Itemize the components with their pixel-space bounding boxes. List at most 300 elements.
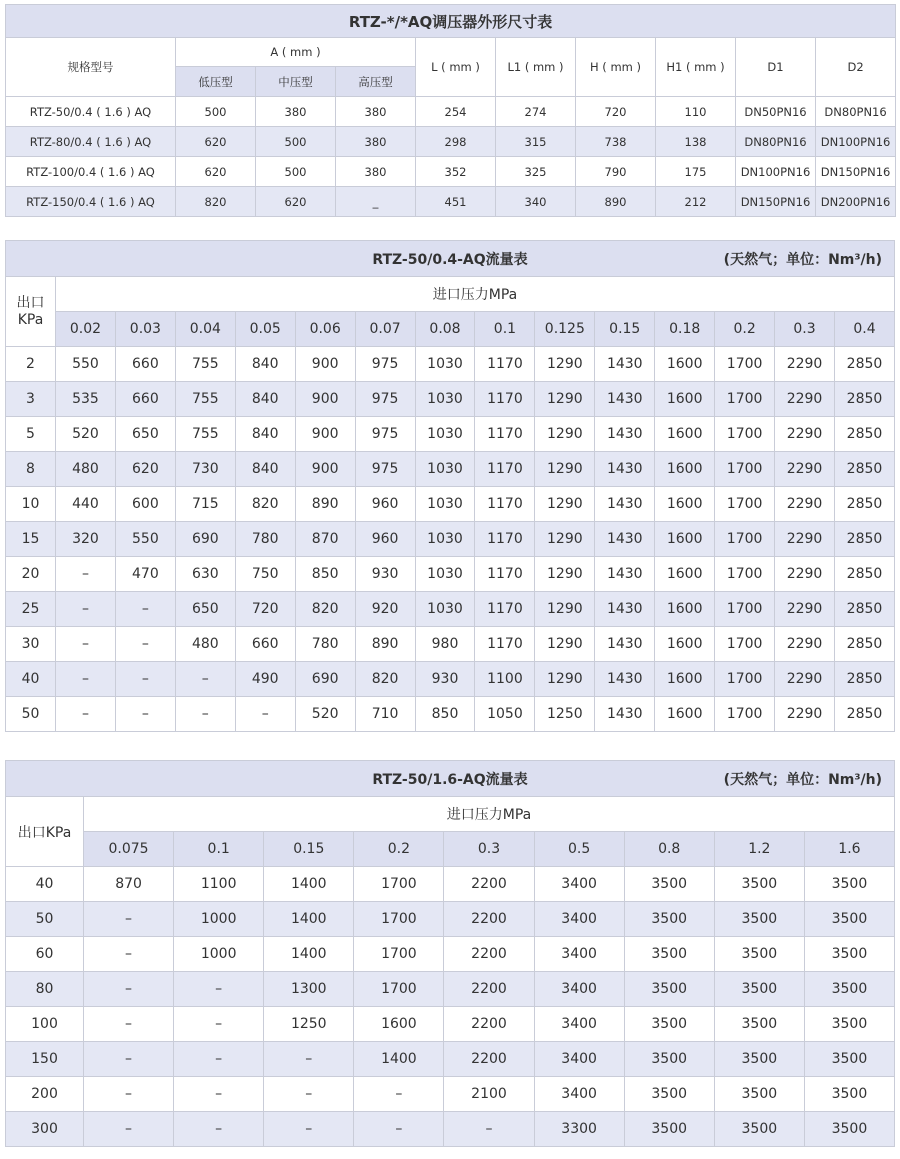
table-cell: 2200 [444, 867, 534, 902]
table-cell: 1030 [415, 557, 475, 592]
table-cell: 380 [336, 157, 416, 187]
table-cell: 1700 [715, 487, 775, 522]
table-cell: 930 [355, 557, 415, 592]
table-cell: 1600 [655, 347, 715, 382]
table-cell: – [235, 697, 295, 732]
table-cell: 2 [6, 347, 56, 382]
table-cell: 3500 [624, 1007, 714, 1042]
table-cell: 3400 [534, 972, 624, 1007]
table-cell: 1170 [475, 557, 535, 592]
table-cell: 3500 [804, 1042, 894, 1077]
table-cell: 1290 [535, 487, 595, 522]
table-cell: 50 [6, 697, 56, 732]
table-cell: 900 [295, 382, 355, 417]
table-cell: 755 [175, 382, 235, 417]
flow-table-1-6-unit: (天然气；单位：Nm³/h) [723, 771, 882, 788]
table-cell: 470 [115, 557, 175, 592]
table-cell: 1170 [475, 417, 535, 452]
table-cell: 520 [56, 417, 116, 452]
table-cell: 15 [6, 522, 56, 557]
table-cell: 138 [656, 127, 736, 157]
table-cell: 600 [115, 487, 175, 522]
table-cell: – [84, 902, 174, 937]
table-cell: 2850 [834, 627, 894, 662]
inlet-pressure-header: 0.05 [235, 312, 295, 347]
table-cell: 3500 [624, 972, 714, 1007]
table-cell: RTZ-50/0.4 ( 1.6 ) AQ [6, 97, 176, 127]
outlet-header [6, 277, 56, 347]
table-cell: 1100 [475, 662, 535, 697]
table-cell: 890 [355, 627, 415, 662]
table-cell: 1030 [415, 487, 475, 522]
table-cell: 2290 [775, 487, 835, 522]
table-cell: RTZ-100/0.4 ( 1.6 ) AQ [6, 157, 176, 187]
table-cell: 1290 [535, 627, 595, 662]
table-cell: DN150PN16 [736, 187, 816, 217]
table-cell: – [174, 1112, 264, 1147]
table-cell: 1250 [535, 697, 595, 732]
table-cell: 820 [295, 592, 355, 627]
inlet-pressure-header: 0.03 [115, 312, 175, 347]
table-cell: – [84, 1007, 174, 1042]
table-cell: 1700 [715, 627, 775, 662]
table-cell: 550 [115, 522, 175, 557]
table-cell: 975 [355, 417, 415, 452]
inlet-pressure-header: 0.15 [264, 832, 354, 867]
table-cell: 200 [6, 1077, 84, 1112]
table-cell: 900 [295, 452, 355, 487]
table-cell: 738 [576, 127, 656, 157]
table-cell: 1600 [655, 697, 715, 732]
flow-row [6, 417, 895, 452]
table-cell: 480 [56, 452, 116, 487]
flow-row [6, 697, 895, 732]
table-cell: 900 [295, 417, 355, 452]
table-cell: 1170 [475, 627, 535, 662]
table-cell: 840 [235, 347, 295, 382]
inlet-pressure-header: 0.04 [175, 312, 235, 347]
table-cell: – [115, 627, 175, 662]
table-cell: 2290 [775, 662, 835, 697]
flow-row [6, 937, 895, 972]
dimension-row [6, 97, 896, 127]
table-cell: 660 [115, 382, 175, 417]
table-cell: 975 [355, 382, 415, 417]
table-cell: 840 [235, 452, 295, 487]
dimension-table-title: RTZ-*/*AQ调压器外形尺寸表 [6, 5, 896, 38]
table-cell: 1290 [535, 382, 595, 417]
table-cell: 1700 [354, 937, 444, 972]
table-cell: 2290 [775, 382, 835, 417]
header-l: L ( mm ) [416, 38, 496, 97]
table-cell: 960 [355, 487, 415, 522]
table-cell: 1600 [655, 417, 715, 452]
table-cell: 80 [6, 972, 84, 1007]
inlet-pressure-header: 0.125 [535, 312, 595, 347]
inlet-pressure-header: 0.07 [355, 312, 415, 347]
table-cell: 1700 [354, 902, 444, 937]
table-cell: 500 [176, 97, 256, 127]
inlet-header: 进口压力MPa [84, 797, 895, 832]
table-cell: 1700 [715, 417, 775, 452]
table-cell: 3400 [534, 902, 624, 937]
table-cell: 2290 [775, 592, 835, 627]
table-cell: – [56, 662, 116, 697]
table-cell: – [174, 972, 264, 1007]
table-cell: 1600 [655, 522, 715, 557]
table-cell: 1700 [354, 972, 444, 1007]
table-cell: 1430 [595, 697, 655, 732]
table-cell: 1290 [535, 662, 595, 697]
table-cell: – [84, 1077, 174, 1112]
table-cell: 1430 [595, 662, 655, 697]
header-d2: D2 [816, 38, 896, 97]
table-cell: 1430 [595, 452, 655, 487]
table-cell: 710 [355, 697, 415, 732]
table-cell: – [444, 1112, 534, 1147]
table-cell: 750 [235, 557, 295, 592]
table-cell: 1700 [715, 452, 775, 487]
table-cell: 254 [416, 97, 496, 127]
table-cell: 870 [84, 867, 174, 902]
table-cell: 1030 [415, 347, 475, 382]
table-cell: 1250 [264, 1007, 354, 1042]
table-cell: 2290 [775, 522, 835, 557]
table-cell: 2200 [444, 1042, 534, 1077]
header-h: H ( mm ) [576, 38, 656, 97]
table-cell: 1700 [715, 522, 775, 557]
inlet-pressure-header: 0.2 [715, 312, 775, 347]
table-cell: 1290 [535, 522, 595, 557]
table-cell: 1700 [354, 867, 444, 902]
table-cell: 3500 [624, 1077, 714, 1112]
flow-row [6, 902, 895, 937]
table-cell: – [174, 1077, 264, 1112]
table-cell: 3400 [534, 1042, 624, 1077]
table-cell: 1400 [264, 937, 354, 972]
inlet-pressure-header: 0.1 [475, 312, 535, 347]
table-cell: 2290 [775, 557, 835, 592]
table-cell: 1600 [655, 592, 715, 627]
table-cell: 2290 [775, 417, 835, 452]
table-cell: 3500 [624, 902, 714, 937]
table-cell: 1430 [595, 417, 655, 452]
table-cell: 3300 [534, 1112, 624, 1147]
table-cell: 1170 [475, 487, 535, 522]
table-cell: 660 [115, 347, 175, 382]
table-cell: 1430 [595, 382, 655, 417]
table-cell: 325 [496, 157, 576, 187]
table-cell: DN150PN16 [816, 157, 896, 187]
table-cell: 630 [175, 557, 235, 592]
table-cell: 3 [6, 382, 56, 417]
table-cell: 1600 [655, 557, 715, 592]
table-cell: 3500 [804, 937, 894, 972]
table-cell: 3500 [804, 902, 894, 937]
table-cell: 2850 [834, 557, 894, 592]
table-cell: 451 [416, 187, 496, 217]
table-cell: 2200 [444, 902, 534, 937]
table-cell: 1600 [655, 452, 715, 487]
table-cell: 1170 [475, 592, 535, 627]
flow-row [6, 627, 895, 662]
table-cell: 755 [175, 347, 235, 382]
table-cell: 1430 [595, 347, 655, 382]
table-cell: 975 [355, 347, 415, 382]
table-cell: DN100PN16 [736, 157, 816, 187]
inlet-header: 进口压力MPa [56, 277, 895, 312]
inlet-pressure-header: 0.3 [775, 312, 835, 347]
table-cell: 890 [576, 187, 656, 217]
table-cell: – [264, 1077, 354, 1112]
table-cell: 1290 [535, 452, 595, 487]
table-cell: 40 [6, 867, 84, 902]
table-cell: 1700 [715, 382, 775, 417]
table-cell: 3500 [804, 1112, 894, 1147]
table-cell: 1600 [655, 382, 715, 417]
table-cell: 1050 [475, 697, 535, 732]
table-cell: 3500 [804, 1077, 894, 1112]
table-cell: DN50PN16 [736, 97, 816, 127]
table-cell: 2200 [444, 937, 534, 972]
table-cell: 1030 [415, 522, 475, 557]
flow-row [6, 867, 895, 902]
flow-row [6, 382, 895, 417]
flow-table-0-4-title: RTZ-50/0.4-AQ流量表 [372, 251, 528, 268]
table-cell: 175 [656, 157, 736, 187]
table-cell: 1290 [535, 347, 595, 382]
inlet-pressure-header: 0.1 [174, 832, 264, 867]
table-cell: 5 [6, 417, 56, 452]
table-cell: 960 [355, 522, 415, 557]
table-cell: 690 [175, 522, 235, 557]
table-cell: 3500 [714, 972, 804, 1007]
inlet-pressure-header: 0.06 [295, 312, 355, 347]
table-cell: 8 [6, 452, 56, 487]
table-cell: 10 [6, 487, 56, 522]
table-cell: 690 [295, 662, 355, 697]
table-cell: 212 [656, 187, 736, 217]
table-cell: 2100 [444, 1077, 534, 1112]
table-cell: DN80PN16 [736, 127, 816, 157]
table-cell: 1000 [174, 937, 264, 972]
table-cell: 930 [415, 662, 475, 697]
table-cell: – [115, 662, 175, 697]
table-cell: 890 [295, 487, 355, 522]
table-cell: 380 [336, 97, 416, 127]
header-a-mid: 中压型 [256, 67, 336, 97]
table-cell: DN200PN16 [816, 187, 896, 217]
flow-row [6, 347, 895, 382]
table-cell: – [175, 697, 235, 732]
table-cell: 980 [415, 627, 475, 662]
table-cell: – [115, 697, 175, 732]
table-cell: 300 [6, 1112, 84, 1147]
table-cell: 1300 [264, 972, 354, 1007]
inlet-pressure-header: 0.18 [655, 312, 715, 347]
inlet-pressure-header: 0.075 [84, 832, 174, 867]
table-cell: 2290 [775, 452, 835, 487]
table-cell: – [56, 592, 116, 627]
table-cell: 352 [416, 157, 496, 187]
table-cell: 1600 [655, 662, 715, 697]
table-cell: 3500 [804, 867, 894, 902]
table-cell: 900 [295, 347, 355, 382]
table-cell: 3500 [714, 1007, 804, 1042]
inlet-pressure-header: 1.2 [714, 832, 804, 867]
table-cell: 500 [256, 157, 336, 187]
table-cell: 3500 [714, 902, 804, 937]
table-cell: 340 [496, 187, 576, 217]
table-cell: 60 [6, 937, 84, 972]
flow-row [6, 1112, 895, 1147]
table-cell: 2290 [775, 347, 835, 382]
table-cell: – [264, 1112, 354, 1147]
table-cell: 1700 [715, 697, 775, 732]
table-cell: 1170 [475, 382, 535, 417]
header-d1: D1 [736, 38, 816, 97]
table-cell: 650 [115, 417, 175, 452]
table-cell: 2850 [834, 697, 894, 732]
table-cell: 3400 [534, 937, 624, 972]
table-cell: 2850 [834, 382, 894, 417]
table-cell: RTZ-150/0.4 ( 1.6 ) AQ [6, 187, 176, 217]
table-cell: 110 [656, 97, 736, 127]
table-cell: – [115, 592, 175, 627]
flow-row [6, 557, 895, 592]
table-cell: 650 [175, 592, 235, 627]
table-cell: – [56, 697, 116, 732]
table-cell: 820 [176, 187, 256, 217]
table-cell: 40 [6, 662, 56, 697]
flow-table-1-6 [5, 760, 895, 1147]
table-cell: 1430 [595, 487, 655, 522]
table-cell: 380 [256, 97, 336, 127]
inlet-pressure-header: 0.08 [415, 312, 475, 347]
table-cell: 1290 [535, 557, 595, 592]
table-cell: 1030 [415, 382, 475, 417]
table-cell: 1600 [655, 627, 715, 662]
table-cell: 20 [6, 557, 56, 592]
table-cell: 490 [235, 662, 295, 697]
table-cell: – [354, 1112, 444, 1147]
table-cell: 920 [355, 592, 415, 627]
table-cell: 320 [56, 522, 116, 557]
outlet-header: 出口KPa [6, 797, 84, 867]
table-cell: 1600 [655, 487, 715, 522]
table-cell: 1430 [595, 522, 655, 557]
table-cell: 2200 [444, 1007, 534, 1042]
flow-row [6, 522, 895, 557]
table-cell: 1700 [715, 662, 775, 697]
inlet-pressure-header: 0.15 [595, 312, 655, 347]
table-cell: 1030 [415, 417, 475, 452]
table-cell: 975 [355, 452, 415, 487]
table-cell: 730 [175, 452, 235, 487]
table-cell: 3500 [804, 972, 894, 1007]
table-cell: 3500 [624, 937, 714, 972]
table-cell: 2850 [834, 487, 894, 522]
table-cell: 2850 [834, 452, 894, 487]
table-cell: 1100 [174, 867, 264, 902]
table-cell: 780 [295, 627, 355, 662]
table-cell: DN80PN16 [816, 97, 896, 127]
flow-row [6, 1007, 895, 1042]
header-model: 规格型号 [6, 38, 176, 97]
table-cell: 1400 [354, 1042, 444, 1077]
table-cell: 1170 [475, 522, 535, 557]
table-cell: 1000 [174, 902, 264, 937]
table-cell: 3500 [714, 1042, 804, 1077]
dimension-table [5, 4, 896, 217]
table-cell: 3500 [804, 1007, 894, 1042]
table-cell: 1290 [535, 592, 595, 627]
flow-table-1-6-title: RTZ-50/1.6-AQ流量表 [372, 771, 528, 788]
table-cell: 2290 [775, 697, 835, 732]
inlet-pressure-header: 0.5 [534, 832, 624, 867]
table-cell: 3500 [714, 867, 804, 902]
flow-table-0-4-unit: (天然气；单位：Nm³/h) [723, 251, 882, 268]
dimension-row [6, 127, 896, 157]
table-cell: 1170 [475, 452, 535, 487]
flow-row [6, 1042, 895, 1077]
table-cell: 1600 [354, 1007, 444, 1042]
flow-row [6, 592, 895, 627]
table-cell: 755 [175, 417, 235, 452]
table-cell: 298 [416, 127, 496, 157]
table-cell: 535 [56, 382, 116, 417]
inlet-pressure-header: 0.3 [444, 832, 534, 867]
dimension-row [6, 187, 896, 217]
table-cell: 1030 [415, 452, 475, 487]
table-cell: 840 [235, 417, 295, 452]
table-cell: 790 [576, 157, 656, 187]
inlet-pressure-header: 0.02 [56, 312, 116, 347]
table-cell: 620 [256, 187, 336, 217]
header-a: A ( mm ) [176, 38, 416, 67]
table-cell: 440 [56, 487, 116, 522]
table-cell: 3400 [534, 1077, 624, 1112]
table-cell: 30 [6, 627, 56, 662]
table-cell: 1700 [715, 592, 775, 627]
table-cell: 2290 [775, 627, 835, 662]
table-cell: 500 [256, 127, 336, 157]
inlet-pressure-header: 0.2 [354, 832, 444, 867]
table-cell: 2850 [834, 592, 894, 627]
table-cell: 720 [576, 97, 656, 127]
flow-table-1-6-title-cell [6, 761, 895, 797]
table-cell: 620 [176, 157, 256, 187]
table-cell: 1170 [475, 347, 535, 382]
table-cell: 3500 [624, 1042, 714, 1077]
table-cell: – [175, 662, 235, 697]
table-cell: 1400 [264, 902, 354, 937]
flow-table-0-4-title-cell [6, 241, 895, 277]
table-cell: 2850 [834, 522, 894, 557]
table-cell: 1700 [715, 347, 775, 382]
table-cell: 315 [496, 127, 576, 157]
table-cell: 2850 [834, 417, 894, 452]
flow-row [6, 972, 895, 1007]
table-cell: 1700 [715, 557, 775, 592]
table-cell: 1430 [595, 627, 655, 662]
table-cell: 3500 [714, 937, 804, 972]
table-cell: 380 [336, 127, 416, 157]
flow-row [6, 487, 895, 522]
table-cell: – [174, 1007, 264, 1042]
inlet-pressure-header: 0.8 [624, 832, 714, 867]
inlet-pressure-header: 1.6 [804, 832, 894, 867]
